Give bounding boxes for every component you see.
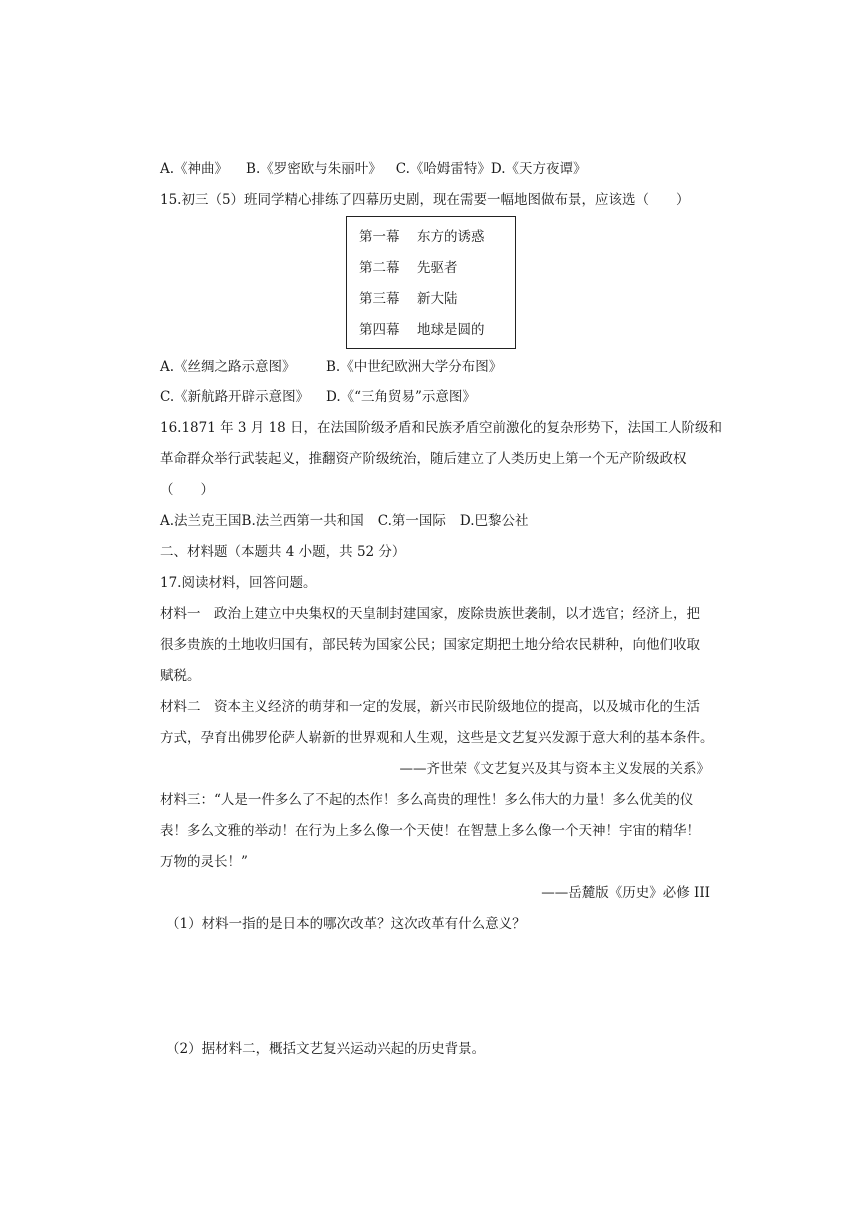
q15-option-a: A.《丝绸之路示意图》 [160,359,296,375]
q16-option-b: B.法兰西第一共和国 [241,513,364,529]
q16-option-a: A.法兰克王国 [160,513,242,529]
q15-act-2 [359,258,458,278]
act-number: 第二幕 [359,260,400,276]
q17-subquestion-2: （2）据材料二，概括文艺复兴运动兴起的历史背景。 [166,1041,486,1057]
q16-line-2: 革命群众举行武装起义，推翻资产阶级统治，随后建立了人类历史上第一个无产阶级政权 [160,451,687,467]
act-title: 地球是圆的 [417,322,485,338]
q14-option-a: A.《神曲》 [160,161,229,177]
q15-act-1 [359,227,485,247]
act-number: 第四幕 [359,322,400,338]
material-1-line-1: 材料一 政治上建立中央集权的天皇制封建国家，废除贵族世袭制，以才选官；经济上，把 [160,606,700,622]
q15-act-3 [359,289,458,309]
material-2-source: ——齐世荣《文艺复兴及其与资本主义发展的关系》 [399,761,710,777]
act-title: 先驱者 [417,260,458,276]
section-heading: 二、材料题（本题共 4 小题，共 52 分） [160,544,406,560]
material-3-line-1: 材料三：“人是一件多么了不起的杰作！多么高贵的理性！多么伟大的力量！多么优美的仪 [160,792,694,808]
act-number: 第一幕 [359,229,400,245]
q15-stem: 15.初三（5）班同学精心排练了四幕历史剧，现在需要一幅地图做布景，应该选（ ） [160,192,690,208]
q14-option-c: C.《哈姆雷特》 [395,161,491,177]
q17-stem: 17.阅读材料，回答问题。 [160,575,317,591]
material-1-line-2: 很多贵族的土地收归国有，部民转为国家公民；国家定期把土地分给农民耕种，向他们收取 [160,637,700,653]
q15-option-d: D.《“三角贸易”示意图》 [326,389,476,405]
q15-options-row2 [160,387,476,407]
q16-options [160,511,529,531]
q15-option-c: C.《新航路开辟示意图》 [160,389,310,405]
act-title: 东方的诱惑 [417,229,485,245]
material-3-source: ——岳麓版《历史》必修 III [541,885,710,901]
material-3-line-3: 万物的灵长！” [160,854,248,870]
material-2-line-1: 材料二 资本主义经济的萌芽和一定的发展，新兴市民阶级地位的提高，以及城市化的生活 [160,699,700,715]
q15-acts-box [346,216,516,349]
material-1-line-3: 赋税。 [160,668,201,684]
act-number: 第三幕 [359,291,400,307]
q14-option-d: D.《天方夜谭》 [490,161,587,177]
q16-option-c: C.第一国际 [377,513,446,529]
q14-option-b: B.《罗密欧与朱丽叶》 [246,161,382,177]
q14-options [160,159,587,179]
q16-option-d: D.巴黎公社 [459,513,529,529]
material-2-line-2: 方式，孕育出佛罗伦萨人崭新的世界观和人生观，这些是文艺复兴发源于意大利的基本条件。 [160,730,714,746]
q17-subquestion-1: （1）材料一指的是日本的哪次改革？这次改革有什么意义？ [166,916,526,932]
q16-line-3: （ ） [160,482,214,498]
material-3-line-2: 表！多么文雅的举动！在行为上多么像一个天使！在智慧上多么像一个天神！宇宙的精华！ [160,823,700,839]
act-title: 新大陆 [417,291,458,307]
q15-option-b: B.《中世纪欧洲大学分布图》 [326,359,503,375]
q15-options-row1 [160,357,502,377]
q15-act-4 [359,320,485,340]
q16-line-1: 16.1871 年 3 月 18 日，在法国阶级矛盾和民族矛盾空前激化的复杂形势下，法国工人阶级和 [160,420,723,436]
